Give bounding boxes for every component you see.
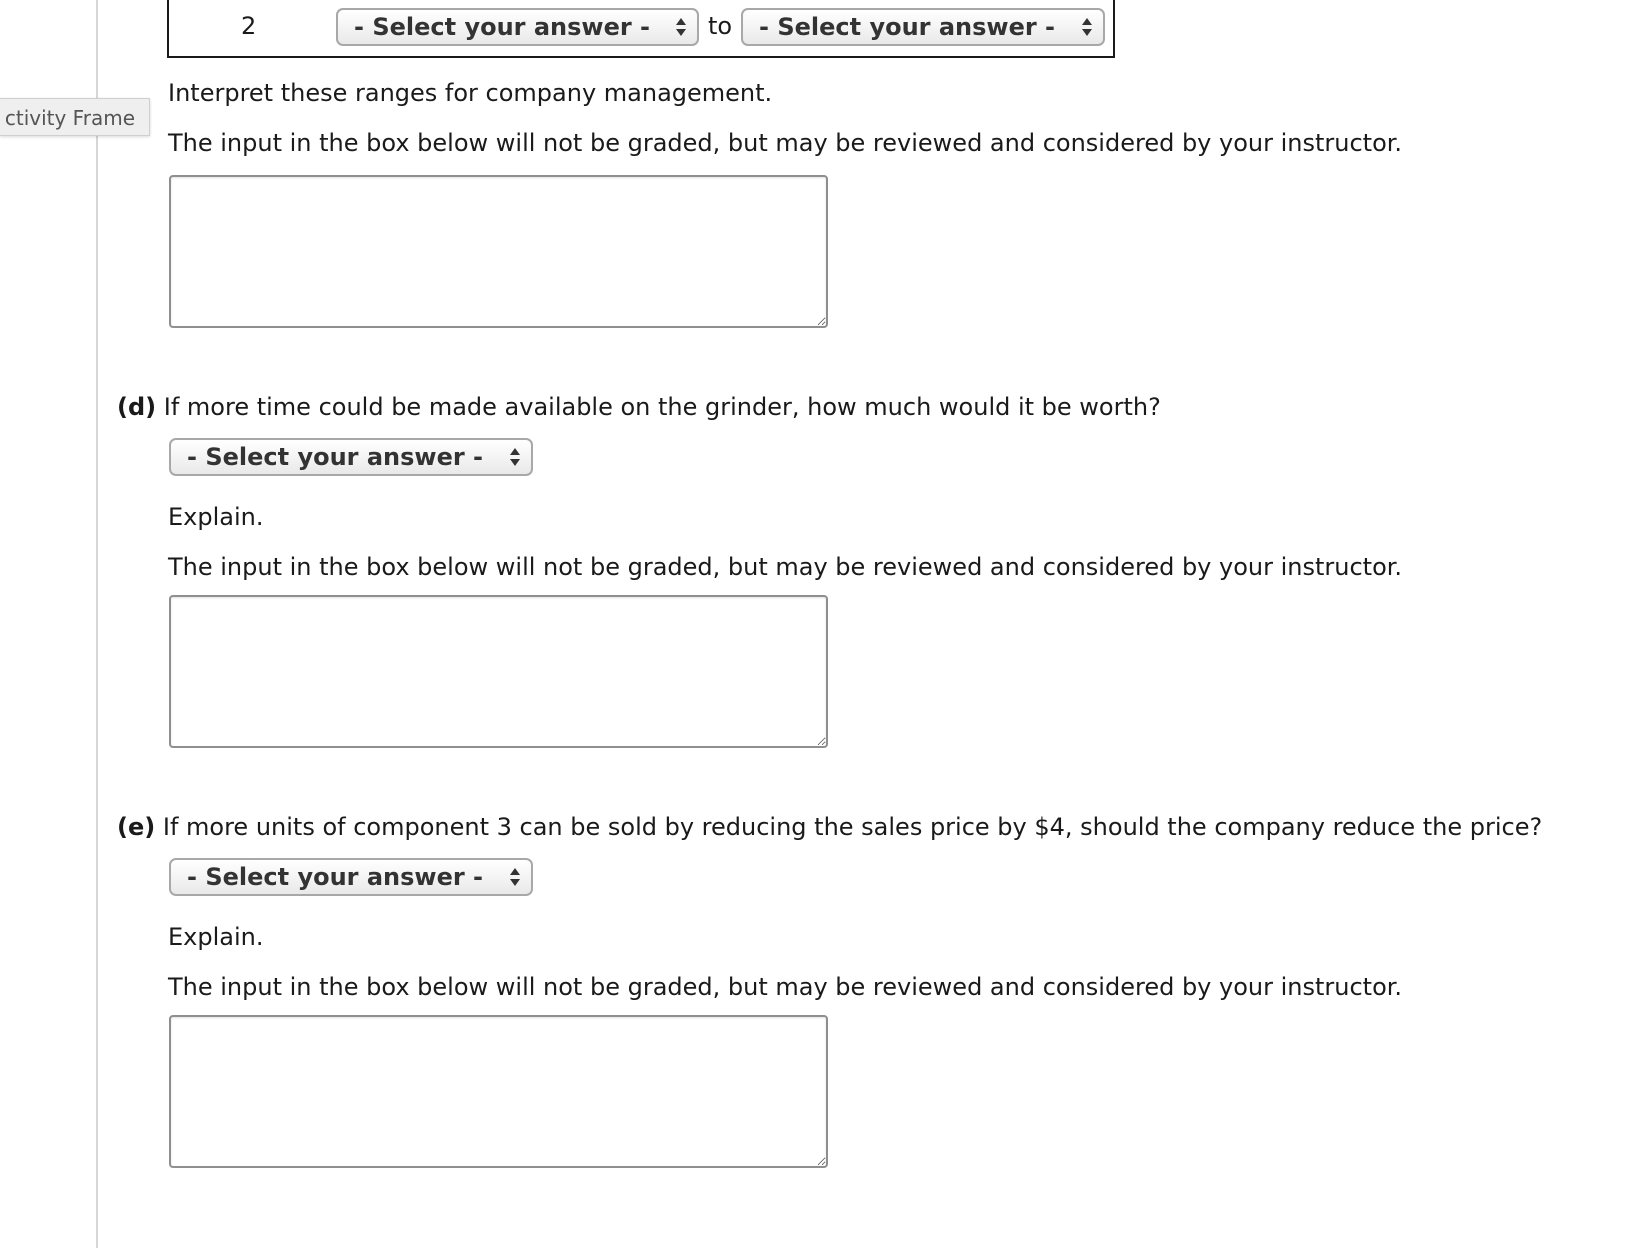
part-d-select[interactable] [169, 438, 533, 476]
select-arrows-icon [675, 15, 687, 39]
part-d-letter: (d) [117, 393, 157, 421]
part-e-select-value: - Select your answer - [187, 863, 484, 891]
part-e-answer-textarea[interactable] [169, 1015, 828, 1168]
part-c-note: The input in the box below will not be graded, but may be reviewed and considered by your instructor. [168, 129, 1403, 157]
select-arrows-icon [509, 445, 521, 469]
activity-frame-label: ctivity Frame [4, 106, 135, 130]
part-c-prompt: Interpret these ranges for company management. [168, 79, 773, 107]
part-d-question: If more time could be made available on the grinder, how much would it be worth? [163, 393, 1161, 421]
range-to-select[interactable] [741, 8, 1105, 46]
range-to-label: to [708, 12, 733, 40]
left-divider [96, 0, 98, 1248]
part-d-question-line [117, 393, 1161, 421]
part-e-explain-label: Explain. [168, 923, 264, 951]
part-e-select[interactable] [169, 858, 533, 896]
activity-frame-tab[interactable] [0, 98, 150, 136]
range-row-number: 2 [241, 12, 257, 40]
part-e-question-line [117, 813, 1542, 841]
part-d-explain-label: Explain. [168, 503, 264, 531]
part-d-select-value: - Select your answer - [187, 443, 484, 471]
part-e-note: The input in the box below will not be graded, but may be reviewed and considered by your instructor. [168, 973, 1403, 1001]
range-to-select-value: - Select your answer - [759, 13, 1056, 41]
select-arrows-icon [1081, 15, 1093, 39]
part-c-answer-textarea[interactable] [169, 175, 828, 328]
part-e-question: If more units of component 3 can be sold by reducing the sales price by $4, should the company reduce the price? [162, 813, 1543, 841]
part-e-letter: (e) [117, 813, 156, 841]
part-d-note: The input in the box below will not be graded, but may be reviewed and considered by your instructor. [168, 553, 1403, 581]
part-d-answer-textarea[interactable] [169, 595, 828, 748]
range-from-select[interactable] [336, 8, 699, 46]
range-from-select-value: - Select your answer - [354, 13, 651, 41]
select-arrows-icon [509, 865, 521, 889]
